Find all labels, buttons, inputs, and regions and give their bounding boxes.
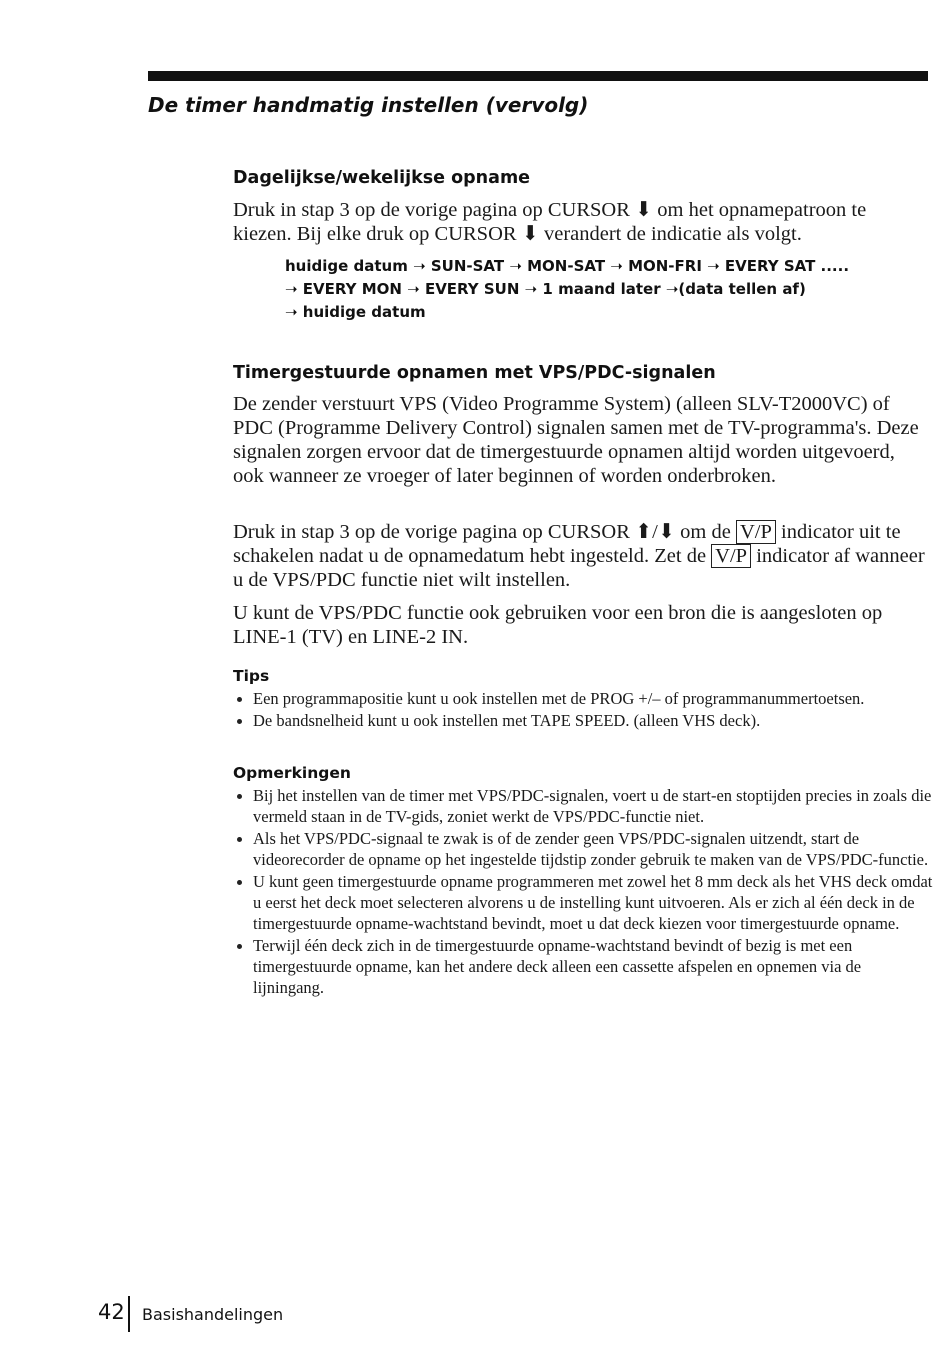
vps-pdc-line-input-note: U kunt de VPS/PDC functie ook gebruiken voor een bron die is aangesloten op LINE-1 (TV) en LINE-2 IN. (233, 602, 883, 648)
para-line: Druk in stap 3 op de vorige pagina op CURSOR ⬇ om het opnamepatroon te (233, 199, 867, 221)
notes-list (233, 785, 933, 999)
indication-sequence (285, 255, 925, 324)
page-number: 42 (98, 1300, 125, 1324)
footer-divider (128, 1296, 130, 1332)
list-item: Terwijl één deck zich in de timergestuurde opname-wachtstand bevindt of bezig is met een timergestuurde opname, kan het andere deck alleen een cassette afspelen en opnemen via de lijningang. (233, 935, 933, 998)
section-daily-weekly-text (233, 198, 928, 246)
tips-list (233, 688, 933, 732)
sequence-line: huidige datum ➝ SUN-SAT ➝ MON-SAT ➝ MON-FRI ➝ EVERY SAT ..... (285, 257, 850, 275)
sequence-line: ➝ EVERY MON ➝ EVERY SUN ➝ 1 maand later ➝(data tellen af) (285, 280, 806, 298)
list-item: De bandsnelheid kunt u ook instellen met TAPE SPEED. (alleen VHS deck). (233, 710, 933, 731)
vps-pdc-intro: De zender verstuurt VPS (Video Programme System) (alleen SLV-T2000VC) of PDC (Programme Delivery Control) signalen samen met de TV-programma's. Deze signalen zorgen ervoor dat de timergestuurde opnamen altijd worden uitgevoerd, ook wanneer ze vroeger of later beginnen of worden onderbroken. (233, 393, 919, 487)
vp-indicator-box: V/P (736, 520, 776, 544)
list-item: Bij het instellen van de timer met VPS/PDC-signalen, voert u de start-en stoptijden precies in zoals die vermeld staan in de TV-gids, zoniet werkt de VPS/PDC-functie niet. (233, 785, 933, 827)
list-item: U kunt geen timergestuurde opname programmeren met zowel het 8 mm deck als het VHS deck omdat u eerst het deck moet selecteren alvorens u de instelling kunt uitvoeren. Als er zich al één deck in de timergestuurde opname-wachtstand bevindt, moet u dat deck kiezen voor timergestuurde opname. (233, 871, 933, 934)
tips-title: Tips (233, 667, 270, 685)
vp-indicator-box: V/P (711, 544, 751, 568)
header-rule (148, 71, 928, 81)
notes-title: Opmerkingen (233, 764, 351, 782)
vps-pdc-instructions (233, 520, 928, 592)
text-run: indicator uit te schakelen nadat u de opnamedatum hebt ingesteld. Zet de (233, 521, 901, 567)
para-line: kiezen. Bij elke druk op CURSOR ⬇ verandert de indicatie als volgt. (233, 223, 802, 245)
text-run: Druk in stap 3 op de vorige pagina op CURSOR ⬆/⬇ om de (233, 521, 736, 543)
page-title: De timer handmatig instellen (vervolg) (148, 93, 589, 117)
text-run: indicator af wanneer u de VPS/PDC functie niet wilt instellen. (233, 545, 925, 591)
footer-section-label: Basishandelingen (142, 1305, 284, 1324)
list-item: Als het VPS/PDC-signaal te zwak is of de zender geen VPS/PDC-signalen uitzendt, start de videorecorder de opname op het ingestelde tijdstip zonder gebruik te maken van de VPS/PDC-functie. (233, 828, 933, 870)
list-item: Een programmapositie kunt u ook instellen met de PROG +/– of programmanummertoetsen. (233, 688, 933, 709)
section-title-vps-pdc: Timergestuurde opnamen met VPS/PDC-signalen (233, 363, 716, 383)
sequence-line: ➝ huidige datum (285, 303, 426, 321)
section-title-daily-weekly: Dagelijkse/wekelijkse opname (233, 168, 531, 188)
